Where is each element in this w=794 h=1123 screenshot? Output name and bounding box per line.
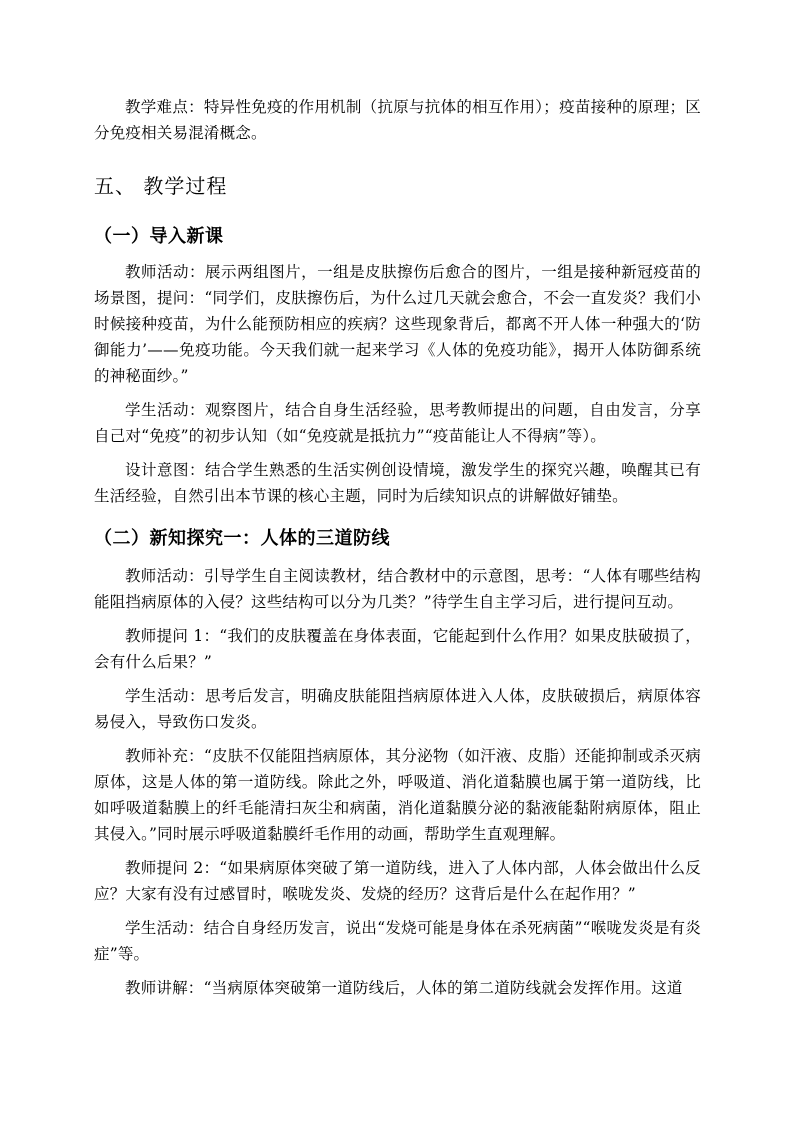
intro-paragraphs-block — [94, 259, 701, 509]
subsection-2-block — [94, 526, 701, 552]
subsection-1-heading: （一）导入新课 — [94, 226, 224, 247]
section-5-heading: 五、 教学过程 — [94, 174, 228, 198]
student-activity-paragraph-3: 学生活动：结合自身经历发言，说出“发烧可能是身体在杀死病菌”“喉咙发炎是有炎症”等。 — [94, 919, 701, 963]
difficulty-paragraph-block — [94, 94, 701, 146]
teaching-difficulty-paragraph: 教学难点：特异性免疫的作用机制（抗原与抗体的相互作用）；疫苗接种的原理；区分免疫相关易混淆概念。 — [94, 98, 701, 142]
teacher-activity-paragraph-2: 教师活动：引导学生自主阅读教材，结合教材中的示意图，思考：“人体有哪些结构能阻挡病原体的入侵？这些结构可以分为几类？”待学生自主学习后，进行提问互动。 — [94, 567, 701, 611]
subsection-2-heading: （二）新知探究一：人体的三道防线 — [94, 528, 390, 549]
student-activity-paragraph-2: 学生活动：思考后发言，明确皮肤能阻挡病原体进入人体，皮肤破损后，病原体容易侵入，导致伤口发炎。 — [94, 687, 701, 731]
subsection-1-block — [94, 224, 701, 250]
teacher-lecture-paragraph: 教师讲解：“当病原体突破第一道防线后，人体的第二道防线就会发挥作用。这道 — [125, 979, 683, 997]
teacher-supplement-paragraph: 教师补充：“皮肤不仅能阻挡病原体，其分泌物（如汗液、皮脂）还能抑制或杀灭病原体，这是人体的第一道防线。除此之外，呼吸道、消化道黏膜也属于第一道防线，比如呼吸道黏膜上的纤毛能清扫灰尘和病菌，消化道黏膜分泌的黏液能黏附病原体，阻止其侵入。”同时展示呼吸道黏膜纤毛作用的动画，帮助学生直观理解。 — [94, 747, 701, 843]
design-intent-paragraph-1: 设计意图：结合学生熟悉的生活实例创设情境，激发学生的探究兴趣，唤醒其已有生活经验，自然引出本节课的核心主题，同时为后续知识点的讲解做好铺垫。 — [94, 461, 701, 505]
teacher-activity-paragraph-1: 教师活动：展示两组图片，一组是皮肤擦伤后愈合的图片，一组是接种新冠疫苗的场景图，提问：“同学们，皮肤擦伤后，为什么过几天就会愈合，不会一直发炎？我们小时候接种疫苗，为什么能预防相应的疾病？这些现象背后，都离不开人体一种强大的‘防御能力’——免疫功能。今天我们就一起来学习《人体的免疫功能》，揭开人体防御系统的神秘面纱。” — [94, 263, 701, 385]
teacher-question-2-paragraph: 教师提问 2：“如果病原体突破了第一道防线，进入了人体内部，人体会做出什么反应？大家有没有过感冒时，喉咙发炎、发烧的经历？这背后是什么在起作用？” — [94, 859, 701, 903]
section-heading-block — [94, 172, 701, 200]
teacher-question-1-paragraph: 教师提问 1：“我们的皮肤覆盖在身体表面，它能起到什么作用？如果皮肤破损了，会有什么后果？” — [94, 627, 701, 671]
explore-paragraphs-block — [94, 563, 701, 1001]
student-activity-paragraph-1: 学生活动：观察图片，结合自身生活经验，思考教师提出的问题，自由发言，分享自己对“免疫”的初步认知（如“免疫就是抵抗力”“疫苗能让人不得病”等）。 — [94, 401, 701, 445]
